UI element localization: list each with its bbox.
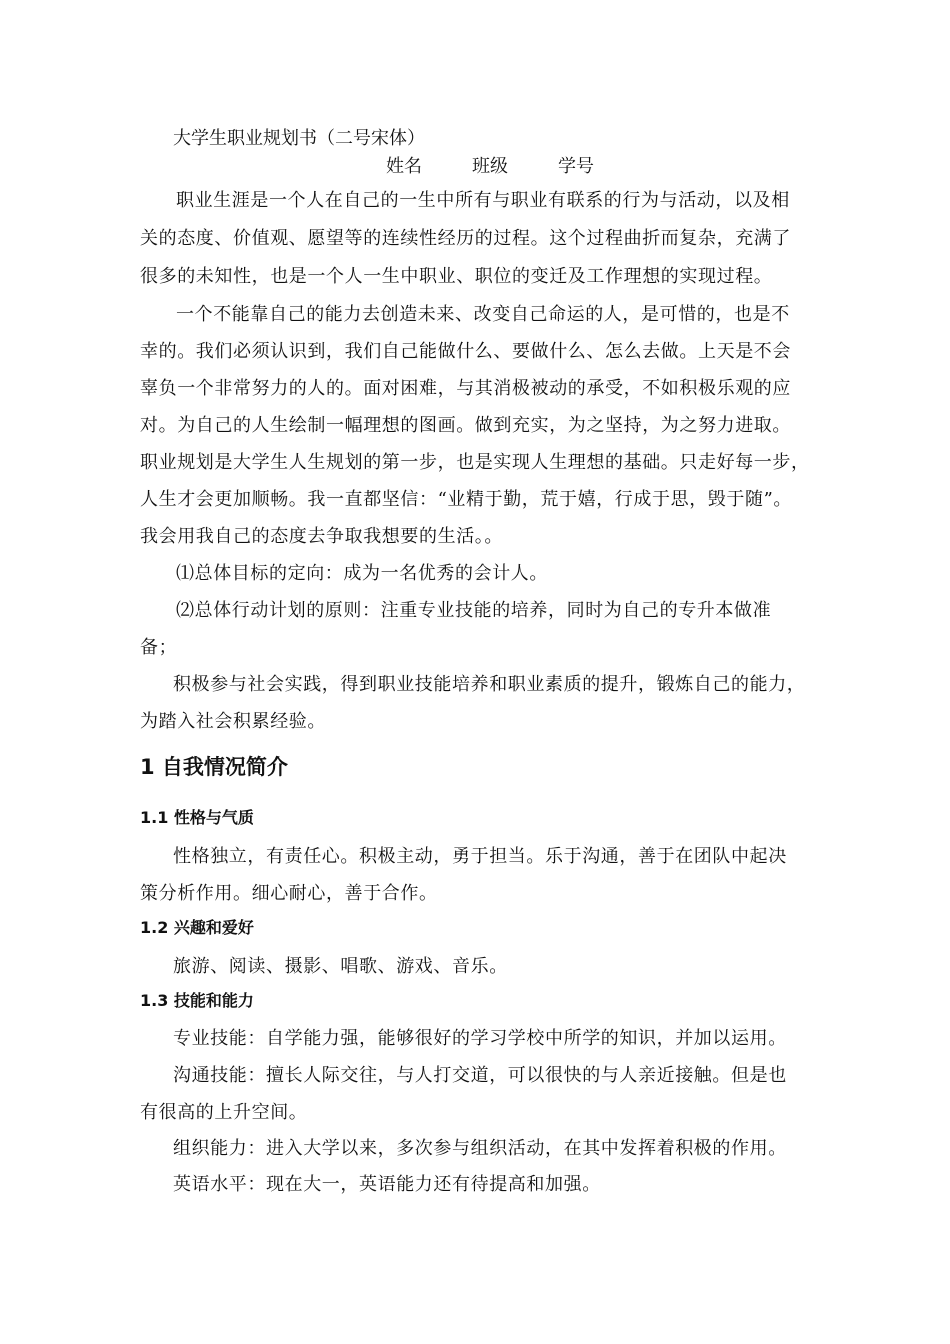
subsection-heading: 1.3 技能和能力 (140, 991, 254, 1010)
goal-line: ⑴总体目标的定向：成为一名优秀的会计人。 (176, 563, 548, 584)
paragraph-line: 组织能力：进入大学以来，多次参与组织活动，在其中发挥着积极的作用。 (173, 1138, 787, 1159)
subsection-heading: 1.1 性格与气质 (140, 808, 254, 827)
intro-line: 职业生涯是一个人在自己的一生中所有与职业有联系的行为与活动，以及相 (176, 190, 790, 211)
intro-line: 幸的。我们必须认识到，我们自己能做什么、要做什么、怎么去做。上天是不会 (140, 341, 791, 362)
paragraph-line: 专业技能：自学能力强，能够很好的学习学校中所学的知识，并加以运用。 (173, 1028, 787, 1049)
intro-line: 辜负一个非常努力的人的。面对困难，与其消极被动的承受，不如积极乐观的应 (140, 378, 791, 399)
meta-name-label: 姓名 (386, 156, 422, 177)
meta-class-label: 班级 (472, 156, 508, 177)
intro-line: 一个不能靠自己的能力去创造未来、改变自己命运的人，是可惜的，也是不 (176, 304, 790, 325)
paragraph-line: 沟通技能：擅长人际交往，与人打交道，可以很快的与人亲近接触。但是也 (173, 1065, 787, 1086)
paragraph-line: 有很高的上升空间。 (140, 1102, 308, 1123)
intro-line: 人生才会更加顺畅。我一直都坚信：“业精于勤，荒于嬉，行成于思，毁于随”。 (140, 489, 793, 510)
principle-line: ⑵总体行动计划的原则：注重专业技能的培养，同时为自己的专升本做准 (176, 600, 772, 621)
paragraph-line: 性格独立，有责任心。积极主动，勇于担当。乐于沟通，善于在团队中起决 (173, 846, 787, 867)
intro-line: 职业规划是大学生人生规划的第一步，也是实现人生理想的基础。只走好每一步， (140, 452, 810, 473)
intro-line: 很多的未知性，也是一个人一生中职业、职位的变迁及工作理想的实现过程。 (140, 266, 773, 287)
practice-line: 积极参与社会实践，得到职业技能培养和职业素质的提升，锻炼自己的能力， (173, 674, 806, 695)
paragraph-line: 英语水平：现在大一，英语能力还有待提高和加强。 (173, 1174, 601, 1195)
intro-line: 我会用我自己的态度去争取我想要的生活。。 (140, 526, 503, 547)
paragraph-line: 旅游、阅读、摄影、唱歌、游戏、音乐。 (173, 956, 508, 977)
document-title: 大学生职业规划书（二号宋体） (173, 128, 425, 149)
meta-student-id-label: 学号 (558, 156, 594, 177)
practice-line: 为踏入社会积累经验。 (140, 711, 326, 732)
paragraph-line: 策分析作用。细心耐心，善于合作。 (140, 883, 438, 904)
section-heading: 1 自我情况简介 (140, 755, 288, 779)
intro-line: 对。为自己的人生绘制一幅理想的图画。做到充实，为之坚持，为之努力进取。 (140, 415, 791, 436)
intro-line: 关的态度、价值观、愿望等的连续性经历的过程。这个过程曲折而复杂，充满了 (140, 228, 791, 249)
principle-line: 备； (140, 637, 178, 658)
subsection-heading: 1.2 兴趣和爱好 (140, 918, 254, 937)
